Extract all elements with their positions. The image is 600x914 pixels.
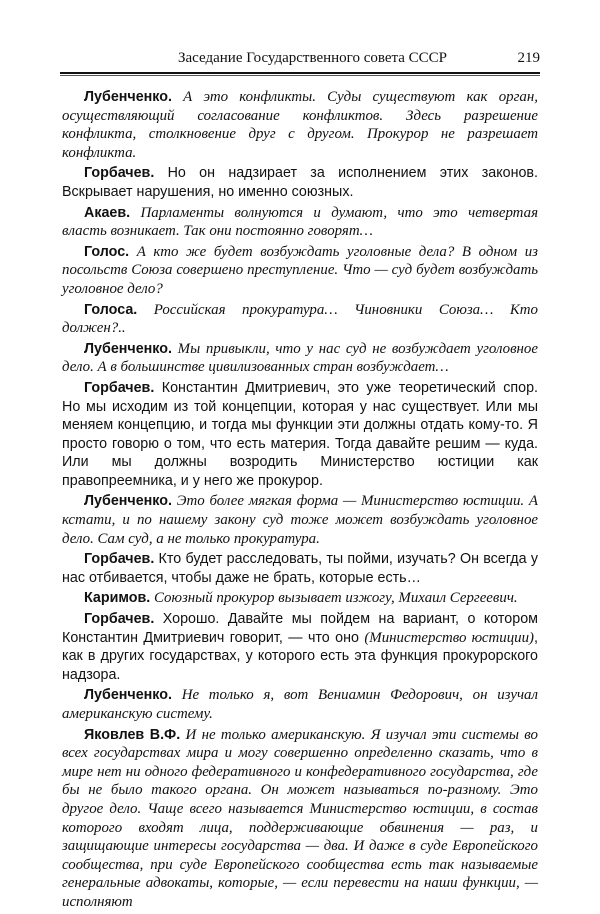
- speaker-name: Лубенченко.: [84, 340, 172, 357]
- speaker-name: Каримов.: [84, 590, 151, 607]
- speaker-name: Акаев.: [84, 204, 131, 221]
- speech-paragraph: [62, 589, 538, 608]
- speaker-name: Горбачев.: [84, 551, 155, 568]
- speech-paragraph: [62, 379, 538, 491]
- speech-text-italic: И не только американскую. Я изучал эти системы во всех государствах мира и могу совершенно определенно сказать, что в мире нет ни одного федеративного и конфедеративного государства, где бы не было такого органа. Он может называться по-разному. Это другое дело. Чаще всего называется Министерство юстиции, в состав которого входят лица, поддерживающие обвинения — раз, и защищающие интересы государства — два. И даже в суде Европейского сообщества, при суде Европейского сообщества есть так называемые генеральные адвокаты, которые, — если перевести на наши функции, — исполняют: [62, 726, 538, 910]
- header-rule-thin: [60, 75, 540, 76]
- speaker-name: Лубенченко.: [84, 493, 172, 510]
- speech-text: [62, 380, 538, 489]
- speech-text-italic: Российская прокуратура… Чиновники Союза… Кто должен?..: [62, 301, 538, 337]
- speech-text-italic: Мы привыкли, что у нас суд не возбуждает уголовное дело. А в большинстве цивилизованных стран возбуждает…: [62, 340, 538, 376]
- speech-paragraph: [62, 492, 538, 548]
- speech-text-regular: Хорошо. Давайте мы пойдем на вариант, о котором Константин Дмитриевич говорит, — что оно: [62, 611, 538, 646]
- speech-text-regular: , как в других государствах, у которого есть эта функция прокурорского надзора.: [62, 629, 538, 683]
- speech-text-italic: Это более мягкая форма — Министерство юстиции. А кстати, и по нашему закону суд тоже может возбуждать уголовное дело. Сам суд, а не только прокуратура.: [62, 493, 538, 547]
- speech-text: [150, 590, 517, 606]
- speech-text-italic: (Министерство юстиции): [364, 629, 535, 646]
- speech-paragraph: [62, 243, 538, 299]
- speech-text-italic: А кто же будет возбуждать уголовные дела? В одном из посольств Союза совершено преступление. Что — суд будет возбуждать уголовное дело?: [62, 243, 538, 297]
- speech-text: [62, 244, 538, 297]
- speech-text-regular: Кто будет расследовать, ты пойми, изучать? Он всегда у нас отбивается, чтобы даже не брать, которые есть…: [62, 551, 538, 586]
- header-rule: [60, 72, 540, 74]
- speaker-name: Голоса.: [84, 301, 138, 318]
- speech-text-regular: Но он надзирает за исполнением этих законов. Вскрывает нарушения, но именно союзных.: [62, 165, 538, 200]
- speaker-name: Горбачев.: [84, 611, 155, 628]
- speaker-name: Яковлев В.Ф.: [84, 726, 181, 743]
- speech-paragraph: [62, 550, 538, 587]
- speech-paragraph: [62, 301, 538, 338]
- speech-text-regular: Константин Дмитриевич, это уже теоретический спор. Но мы исходим из той концепции, которая у нас существует. Или мы меняем концепцию, и тогда мы функции эти должны отдать кому-то. Я просто говорю о том, что есть материя. Тогда давайте решим — куда. Или мы должны возродить Министерство юстиции как правопреемника, и у него же прокурор.: [62, 379, 538, 489]
- transcript-body: [62, 88, 538, 914]
- speech-text-italic: Союзный прокурор вызывает изжогу, Михаил Сергеевич.: [150, 590, 518, 607]
- page-number: 219: [517, 50, 540, 66]
- running-header: [60, 46, 540, 72]
- speaker-name: Горбачев.: [84, 165, 155, 182]
- speech-text-italic: А это конфликты. Суды существуют как орган, осуществляющий согласование конфликтов. Здесь разрешение конфликта, столкновение друг с другом. Прокурор не разрешает конфликта.: [62, 89, 538, 161]
- speaker-name: Лубенченко.: [84, 687, 172, 704]
- speech-text: [62, 727, 538, 910]
- speech-paragraph: [62, 164, 538, 201]
- speaker-name: Голос.: [84, 243, 130, 260]
- speech-paragraph: [62, 686, 538, 723]
- speech-paragraph: [62, 726, 538, 912]
- speech-paragraph: [62, 204, 538, 241]
- speech-paragraph: [62, 340, 538, 377]
- speech-text-italic: Не только я, вот Вениамин Федорович, он изучал американскую систему.: [62, 687, 538, 722]
- speaker-name: Горбачев.: [84, 379, 155, 396]
- running-title: Заседание Государственного совета СССР: [178, 50, 448, 66]
- speech-paragraph: [62, 610, 538, 684]
- speech-text-italic: Парламенты волнуются и думают, что это четвертая власть возникает. Так они постоянно говорят…: [62, 204, 538, 240]
- speaker-name: Лубенченко.: [84, 89, 172, 105]
- speech-paragraph: [62, 88, 538, 162]
- speech-text: [62, 205, 538, 240]
